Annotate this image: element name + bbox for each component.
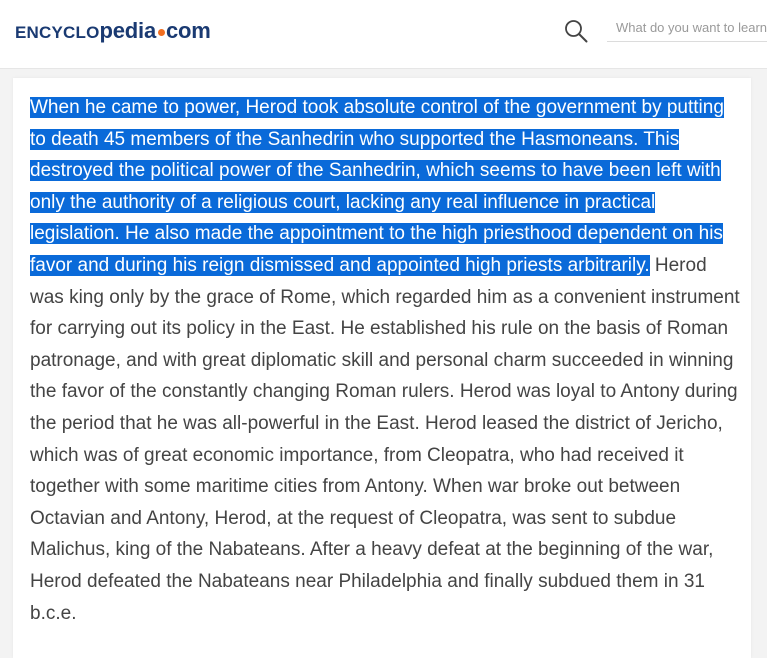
article-paragraph: [30, 92, 742, 629]
article-card: [13, 78, 751, 658]
search-input[interactable]: [607, 14, 767, 42]
logo-text-caps: ENCYCLO: [15, 23, 100, 42]
logo-dot-icon: [158, 29, 165, 36]
article-body-text: Herod was king only by the grace of Rome, which regarded him as a convenient instrument for carrying out its policy in the East. He established his rule on the basis of Roman patronage, and with great diplomatic skill and personal charm succeeded in winning the favor of the constantly changing Roman rulers. Herod was loyal to Antony during the period that he was all-powerful in the East. Herod leased the district of Jericho, which was of great economic importance, from Cleopatra, who had received it together with some maritime cities from Antony. When war broke out between Octavian and Antony, Herod, at the request of Cleopatra, was sent to subdue Malichus, king of the Nabateans. After a heavy defeat at the beginning of the war, Herod defeated the Nabateans near Philadelphia and finally subdued them in 31 b.c.e.: [30, 254, 740, 624]
site-header: [0, 0, 767, 69]
logo-text-pedia: pedia: [99, 18, 156, 43]
site-logo[interactable]: [15, 19, 211, 46]
selected-text[interactable]: When he came to power, Herod took absolute control of the government by putting to death 45 members of the Sanhedrin who supported the Hasmoneans. This destroyed the political power of the Sanhedrin, which seems to have been left with only the authority of a religious court, lacking any real influence in practical legislation. He also made the appointment to the high priesthood dependent on his favor and during his reign dismissed and appointed high priests arbitrarily.: [30, 97, 724, 276]
search-icon[interactable]: [563, 18, 589, 44]
logo-text-com: com: [166, 18, 211, 43]
